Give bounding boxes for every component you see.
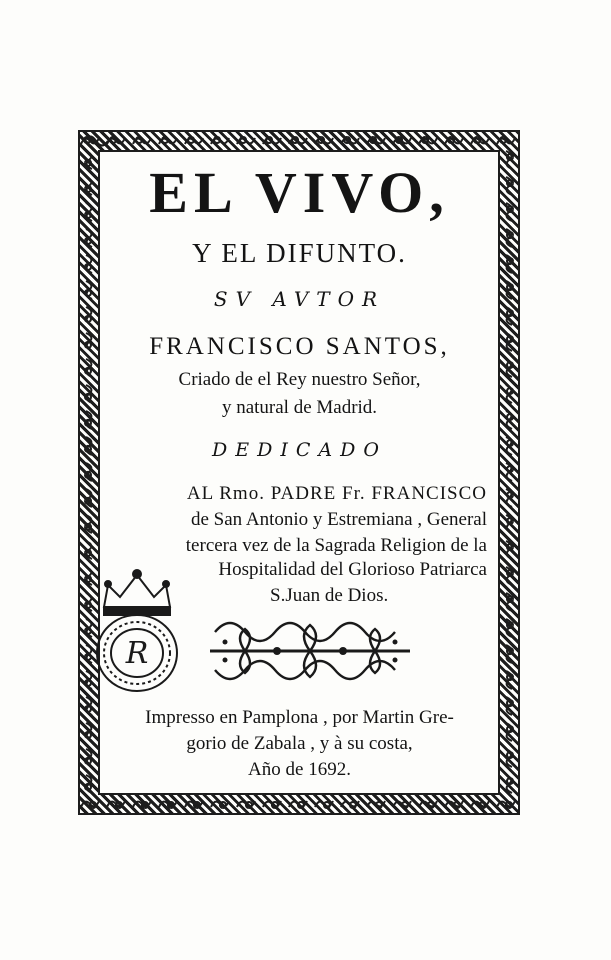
author-name: FRANCISCO SANTOS, [149, 333, 450, 360]
author-description-line: Criado de el Rey nuestro Señor, [178, 369, 421, 390]
dedicated-label: DEDICADO [212, 439, 387, 461]
author-origin-line: y natural de Madrid. [221, 397, 378, 418]
author-label: SV AVTOR [213, 287, 386, 311]
book-subtitle: Y EL DIFUNTO. [192, 238, 407, 268]
dedication-line: Hospitalidad del Glorioso Patriarca [218, 559, 487, 580]
dedication-line: AL Rmo. PADRE Fr. FRANCISCO [186, 483, 487, 504]
dedication-line: tercera vez de la Sagrada Religion de la [185, 535, 487, 556]
emblem-monogram: R [125, 636, 149, 671]
floral-headpiece-ornament [205, 612, 415, 690]
imprint-line: gorio de Zabala , y à su costa, [186, 733, 413, 754]
imprint-line: Impresso en Pamplona , por Martin Gre- [145, 707, 454, 728]
imprint-date: Año de 1692. [248, 759, 351, 780]
dedication-line: de San Antonio y Estremiana , General [190, 509, 487, 530]
book-title: EL VIVO, [149, 160, 450, 225]
crowned-monogram-emblem [82, 567, 192, 697]
dedication-line: S.Juan de Dios. [270, 585, 389, 606]
